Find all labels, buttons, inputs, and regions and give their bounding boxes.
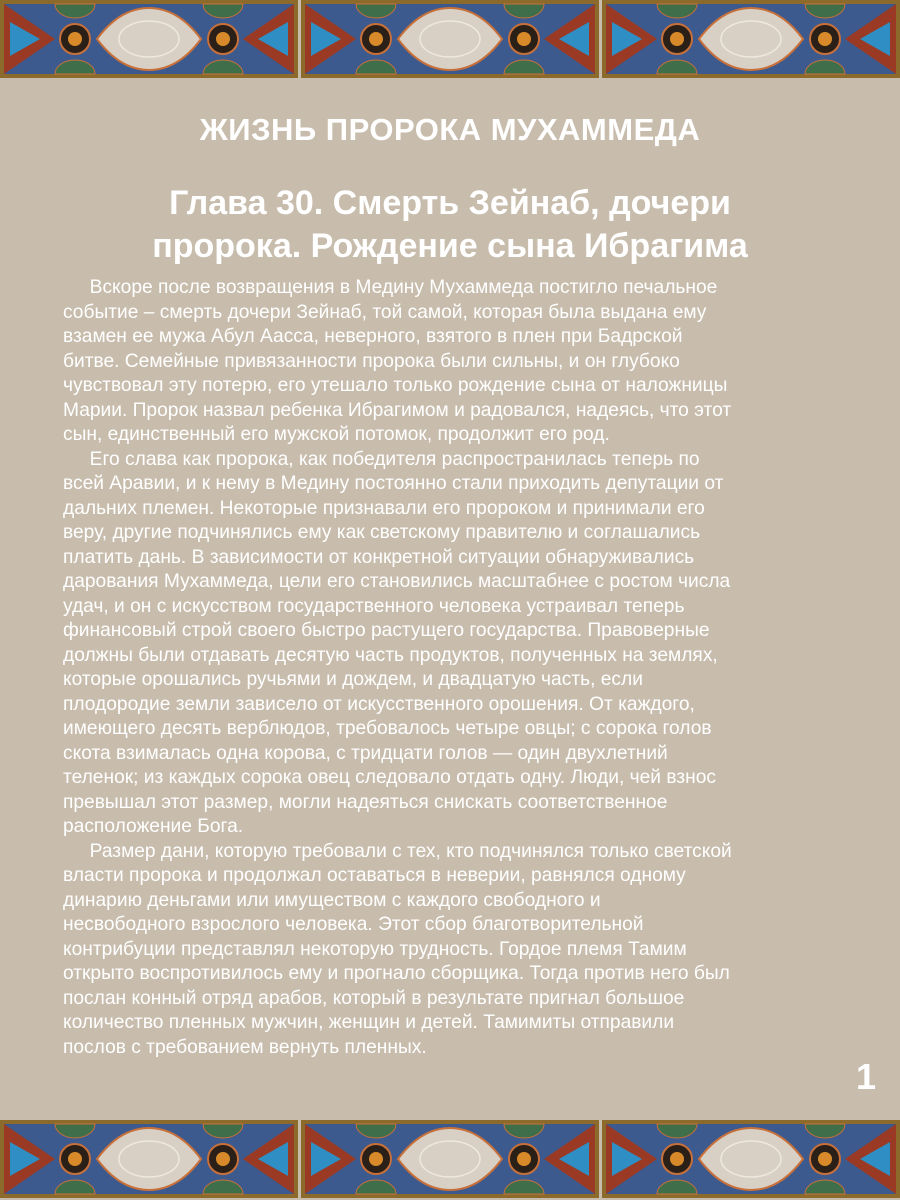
chapter-title-line: Глава 30. Смерть Зейнаб, дочери [169,184,731,222]
text-line: плодородие земли зависело от искусственного орошения. От каждого, [63,693,695,715]
text-line: количество пленных мужчин, женщин и детей. Тамимиты отправили [63,1012,675,1033]
text-line: теленок; из каждых сорока овец следовало отдать одну. Люди, чей взнос [63,767,716,788]
bottom-ornament-border [0,1120,900,1200]
text-line: несвободного взрослого человека. Этот сбор благотворительной [63,914,644,935]
text-line: платить дань. В зависимости от конкретной ситуации обнаруживались [63,546,695,568]
text-line: Его слава как пророка, как победителя распространилась теперь по [63,448,700,470]
paragraph [63,840,863,1061]
text-line: Размер дани, которую требовали с тех, кто подчинялся только светской [63,840,732,862]
text-line: превышал этот размер, могли надеяться снискать соответственное [63,791,668,813]
ornament-tile [0,1120,298,1198]
text-line: должны были отдавать десятую часть продуктов, полученных на землях, [63,644,718,666]
text-line: послов с требованием вернуть пленных. [63,1036,427,1058]
text-line: контрибуции представлял некоторую трудность. Гордое племя Тамим [63,938,687,960]
text-line: скота взималась одна корова, с тридцати голов — один двухлетний [63,742,668,764]
text-line: финансовый строй своего быстро растущего государства. Правоверные [63,620,710,641]
book-title: ЖИЗНЬ ПРОРОКА МУХАММЕДА [199,112,701,147]
chapter-title-line: пророка. Рождение сына Ибрагима [152,227,748,265]
ornament-tile [0,0,298,78]
ornament-tile [602,0,900,78]
text-line: динарию деньгами или имуществом с каждого свободного и [63,889,601,911]
chapter-title [0,182,900,268]
text-line: сын, единственный его мужской потомок, продолжит его род. [63,424,610,445]
ornament-tile [301,1120,599,1198]
text-line: всей Аравии, и к нему в Медину постоянно стали приходить депутации от [63,473,724,494]
text-line: событие – смерть дочери Зейнаб, той самой, которая была выдана ему [63,301,707,323]
text-line: дарования Мухаммеда, цели его становились масштабнее с ростом числа [63,571,731,592]
text-line: расположение Бога. [63,816,244,837]
text-line: послан конный отряд арабов, который в результате пригнал большое [63,987,685,1009]
chapter-body [63,276,863,1060]
text-line: открыто воспротивилось ему и прогнало сборщика. Тогда против него был [63,963,730,984]
paragraph [63,448,863,840]
text-line: Вскоре после возвращения в Медину Мухаммеда постигло печальное [63,277,718,298]
text-line: имеющего десять верблюдов, требовалось четыре овцы; с сорока голов [63,718,712,739]
text-line: дальних племен. Некоторые признавали его пророком и принимали его [63,497,705,519]
text-line: веру, другие подчинялись ему как светскому правителю и соглашались [63,522,701,543]
text-line: взамен ее мужа Абул Аасса, неверного, взятого в плен при Бадрской [63,326,683,347]
text-line: чувствовал эту потерю, его утешало только рождение сына от наложницы [63,375,728,396]
text-line: удач, и он с искусством государственного человека устраивал теперь [63,595,685,617]
text-line: власти пророка и продолжал оставаться в неверии, равнялся одному [63,865,686,886]
ornament-tile [301,0,599,78]
text-line: которые орошались ручьями и дождем, и двадцатую часть, если [63,669,643,690]
ornament-tile [602,1120,900,1198]
paragraph [63,276,863,448]
text-line: битве. Семейные привязанности пророка были сильны, и он глубоко [63,350,680,372]
page-number: 1 [856,1056,877,1097]
text-line: Марии. Пророк назвал ребенка Ибрагимом и радовался, надеясь, что этот [63,399,732,421]
top-ornament-border [0,0,900,80]
